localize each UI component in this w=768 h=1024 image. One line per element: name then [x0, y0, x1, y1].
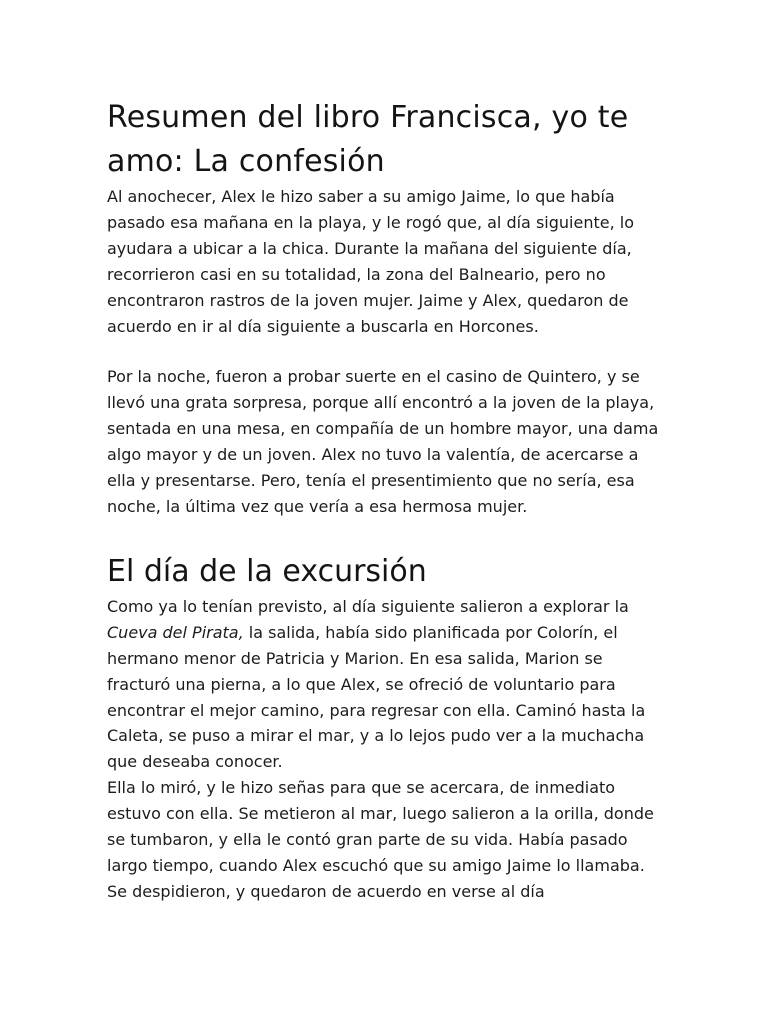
- paragraph-excursion-start: Como ya lo tenían previsto, al día siguiente salieron a explorar la: [107, 596, 629, 616]
- paragraph-excursion: [107, 594, 667, 775]
- section-title-excursion: El día de la excursión: [107, 553, 427, 589]
- section-title-confesion: Resumen del libro Francisca, yo te amo: La confesión: [107, 100, 629, 179]
- cueva-del-pirata-text: Cueva del Pirata,: [107, 622, 244, 642]
- paragraph-encuentro: Ella lo miró, y le hizo señas para que se acercara, de inmediato estuvo con ella. Se metieron al mar, luego salieron a la orilla, donde se tumbaron, y ella le contó gran parte de su vida. Había pasado largo tiempo, cuando Alex escuchó que su amigo Jaime lo llamaba. Se despidieron, y quedaron de acuerdo en verse al día: [107, 778, 654, 901]
- paragraph-excursion-rest: la salida, había sido planificada por Colorín, el hermano menor de Patricia y Marion. En esa salida, Marion se fracturó una pierna, a lo que Alex, se ofreció de voluntario para encontrar el mejor camino, para regresar con ella. Caminó hasta la Caleta, se puso a mirar el mar, y a lo lejos pudo ver a la muchacha que deseaba conocer.: [107, 622, 646, 772]
- paragraph-anochecer: Al anochecer, Alex le hizo saber a su amigo Jaime, lo que había pasado esa mañana en la playa, y le rogó que, al día siguiente, lo ayudara a ubicar a la chica. Durante la mañana del siguiente día, recorrieron casi en su totalidad, la zona del Balneario, pero no encontraron rastros de la joven mujer. Jaime y Alex, quedaron de acuerdo en ir al día siguiente a buscarla en Horcones.: [107, 187, 634, 336]
- paragraph-casino: Por la noche, fueron a probar suerte en el casino de Quintero, y se llevó una grata sorpresa, porque allí encontró a la joven de la playa, sentada en una mesa, en compañía de un hombre mayor, una dama algo mayor y de un joven. Alex no tuvo la valentía, de acercarse a ella y presentarse. Pero, tenía el presentimiento que no sería, esa noche, la última vez que vería a esa hermosa mujer.: [107, 367, 659, 516]
- document-page: [107, 96, 667, 905]
